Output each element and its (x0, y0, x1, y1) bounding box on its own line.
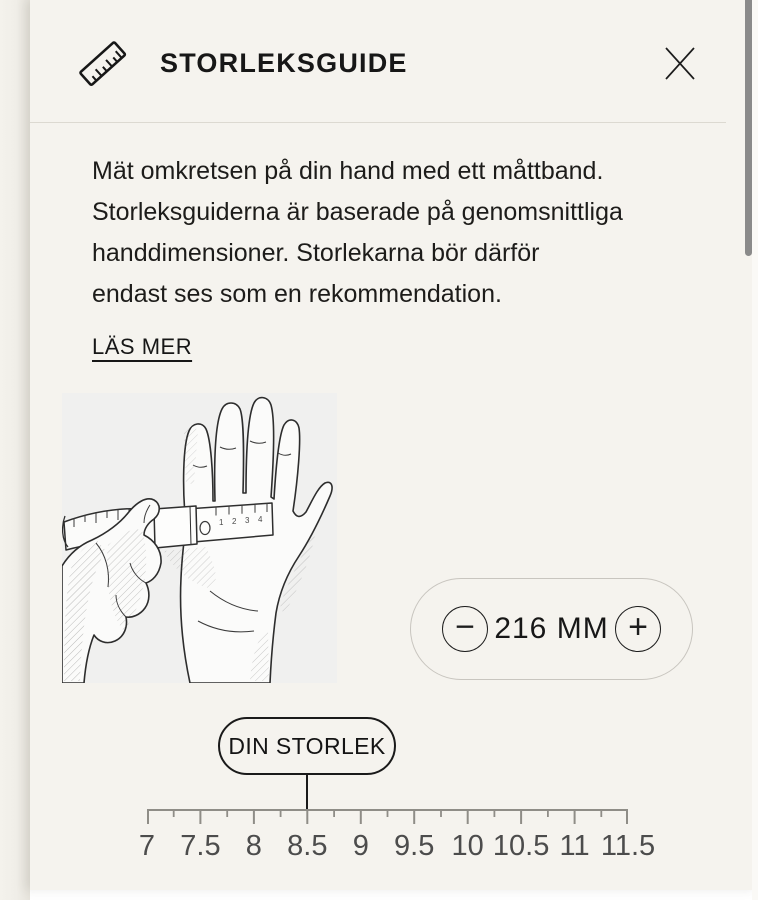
scale-label: 10 (451, 830, 484, 862)
scrollbar-track[interactable] (752, 0, 758, 900)
body-copy (92, 151, 623, 315)
increase-button[interactable]: + (615, 606, 661, 652)
svg-text:1: 1 (219, 518, 224, 527)
scale-label: 10.5 (492, 830, 550, 862)
close-button[interactable] (658, 41, 702, 85)
scale-label: 7.5 (180, 830, 221, 862)
hand-illustration-svg (62, 393, 337, 683)
measurement-stepper (410, 578, 693, 680)
body-text-line: endast ses som en rekommendation. (92, 280, 502, 308)
decrease-button[interactable]: − (442, 606, 488, 652)
scale-label: 8 (245, 830, 262, 862)
svg-text:4: 4 (258, 515, 263, 524)
body-text-line: handdimensioner. Storlekarna bör därför (92, 239, 540, 267)
read-more-link[interactable]: LÄS MER (92, 334, 193, 359)
svg-text:3: 3 (245, 516, 250, 525)
body-text-line: Storleksguiderna är baserade på genomsnittliga (92, 198, 623, 226)
hand-measurement-illustration (62, 393, 337, 683)
your-size-badge (218, 717, 396, 775)
scale-label: 9.5 (394, 830, 435, 862)
your-size-badge-label: DIN STORLEK (228, 732, 386, 759)
sheet-header (30, 0, 726, 123)
ruler-icon (75, 36, 131, 92)
size-scale-ruler (147, 809, 628, 825)
scale-label: 11 (559, 830, 590, 862)
size-pointer-line (306, 775, 308, 811)
scale-label: 9 (352, 830, 369, 862)
scale-label: 11.5 (600, 830, 656, 862)
scale-label: 8.5 (287, 830, 328, 862)
scrollbar-thumb[interactable] (745, 0, 752, 256)
page-underlay (0, 0, 30, 900)
svg-text:2: 2 (232, 517, 237, 526)
measurement-value: 216 MM (494, 612, 609, 645)
body-text-line: Mät omkretsen på din hand med ett måttband. (92, 157, 604, 185)
scale-label: 7 (138, 830, 156, 862)
size-scale-labels (138, 830, 656, 866)
sheet-title: STORLEKSGUIDE (160, 48, 408, 78)
close-icon (661, 44, 699, 82)
size-guide-sheet (30, 0, 758, 890)
